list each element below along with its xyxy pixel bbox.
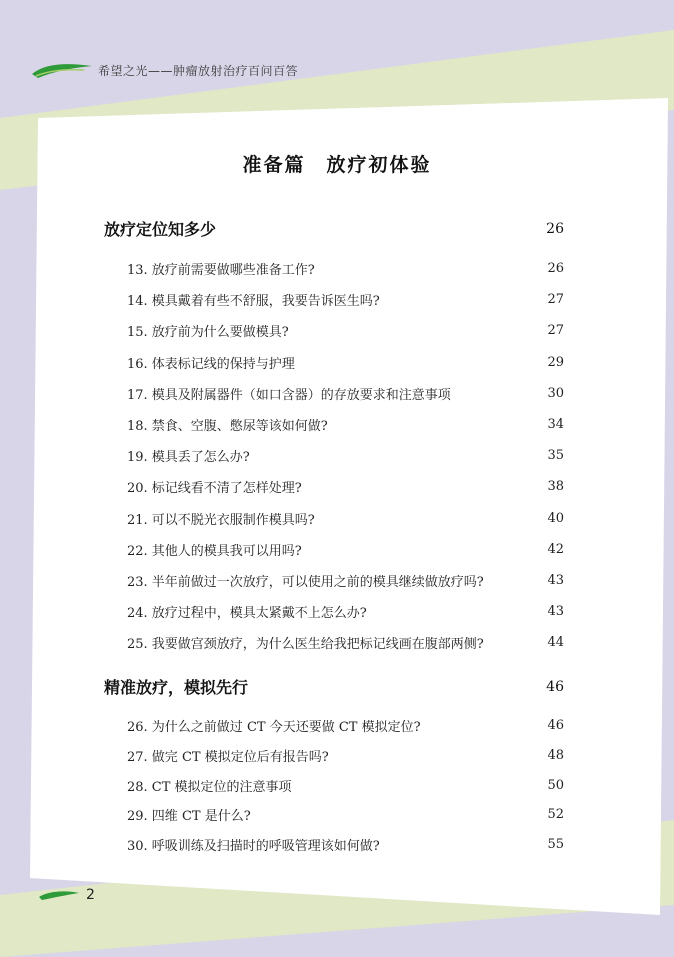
green-leaf-icon	[38, 889, 80, 901]
toc-entry[interactable]	[127, 353, 564, 372]
toc-entry-title: 21. 可以不脱光衣服制作模具吗?	[127, 512, 315, 528]
running-header	[30, 58, 298, 82]
toc-entry-page-number: 42	[547, 541, 564, 557]
toc-entry-title: 19. 模具丢了怎么办?	[127, 450, 250, 466]
chapter-page-number: 26	[546, 220, 564, 237]
chapter-title: 放疗定位知多少	[104, 220, 217, 239]
toc-entry-title: 14. 模具戴着有些不舒服，我要告诉医生吗?	[127, 294, 380, 310]
toc-entry-title: 15. 放疗前为什么要做模具?	[127, 325, 289, 341]
toc-entry[interactable]	[127, 805, 564, 824]
toc-entry[interactable]	[127, 633, 564, 652]
toc-entry-title: 29. 四维 CT 是什么?	[127, 809, 251, 825]
toc-entry-title: 18. 禁食、空腹、憋尿等该如何做?	[127, 419, 328, 434]
toc-entry[interactable]	[127, 384, 564, 403]
toc-entry[interactable]	[127, 746, 564, 765]
toc-entry[interactable]	[127, 776, 564, 795]
toc-entry-page-number: 29	[547, 354, 564, 370]
toc-entry[interactable]	[127, 602, 564, 621]
toc-entry-title: 17. 模具及附属器件（如口含器）的存放要求和注意事项	[127, 387, 451, 403]
toc-entry-page-number: 43	[547, 573, 564, 588]
toc-entry[interactable]	[127, 321, 564, 340]
toc-entry-page-number: 50	[547, 777, 564, 793]
toc-entry-page-number: 34	[547, 417, 564, 432]
page-number: 2	[86, 887, 95, 903]
green-leaf-icon	[30, 60, 94, 80]
toc-entry-title: 23. 半年前做过一次放疗，可以使用之前的模具继续做放疗吗?	[127, 575, 484, 590]
toc-entry-page-number: 30	[547, 385, 564, 401]
toc-entry-title: 20. 标记线看不清了怎样处理?	[127, 481, 302, 497]
toc-entry-title: 26. 为什么之前做过 CT 今天还要做 CT 模拟定位?	[127, 720, 421, 735]
toc-entry-page-number: 27	[547, 323, 564, 339]
toc-entry[interactable]	[127, 571, 564, 590]
toc-entry-page-number: 35	[547, 448, 564, 464]
toc-entry-title: 16. 体表标记线的保持与护理	[127, 356, 295, 372]
toc-entry-page-number: 48	[547, 747, 564, 763]
toc-entry[interactable]	[127, 835, 564, 854]
toc-entry[interactable]	[127, 415, 564, 434]
book-title: 希望之光——肿瘤放射治疗百问百答	[98, 63, 299, 78]
toc-entry-title: 13. 放疗前需要做哪些准备工作?	[127, 263, 315, 278]
toc-entry-page-number: 43	[547, 604, 564, 620]
chapter-heading	[104, 217, 564, 240]
toc-entry[interactable]	[127, 540, 564, 559]
toc-entry[interactable]	[127, 446, 564, 465]
toc-entry-page-number: 44	[547, 635, 564, 651]
section-title: 准备篇 放疗初体验	[242, 154, 432, 176]
toc-entry[interactable]	[127, 290, 564, 309]
toc-entry-page-number: 27	[547, 292, 564, 308]
toc-entry-page-number: 52	[547, 807, 564, 823]
page-footer	[38, 884, 95, 906]
chapter-page-number: 46	[546, 678, 564, 695]
chapter-heading	[104, 675, 564, 698]
toc-entry-page-number: 40	[547, 510, 564, 526]
toc-entry[interactable]	[127, 477, 564, 496]
toc-entry-title: 28. CT 模拟定位的注意事项	[127, 779, 292, 795]
toc-entry-title: 22. 其他人的模具我可以用吗?	[127, 543, 302, 559]
toc-entry-title: 25. 我要做宫颈放疗，为什么医生给我把标记线画在腹部两侧?	[127, 637, 484, 653]
toc-entry[interactable]	[127, 716, 564, 735]
toc-entry-title: 27. 做完 CT 模拟定位后有报告吗?	[127, 749, 329, 765]
toc-entry-page-number: 55	[547, 837, 564, 853]
toc-entry[interactable]	[127, 259, 564, 278]
toc-entry-page-number: 46	[547, 718, 564, 733]
toc-entry-title: 30. 呼吸训练及扫描时的呼吸管理该如何做?	[127, 839, 380, 855]
toc-entry-title: 24. 放疗过程中，模具太紧戴不上怎么办?	[127, 606, 367, 622]
toc-entry[interactable]	[127, 509, 564, 528]
toc-entry-page-number: 38	[547, 479, 564, 495]
chapter-title: 精准放疗，模拟先行	[104, 678, 249, 697]
toc-entry-page-number: 26	[547, 261, 564, 276]
